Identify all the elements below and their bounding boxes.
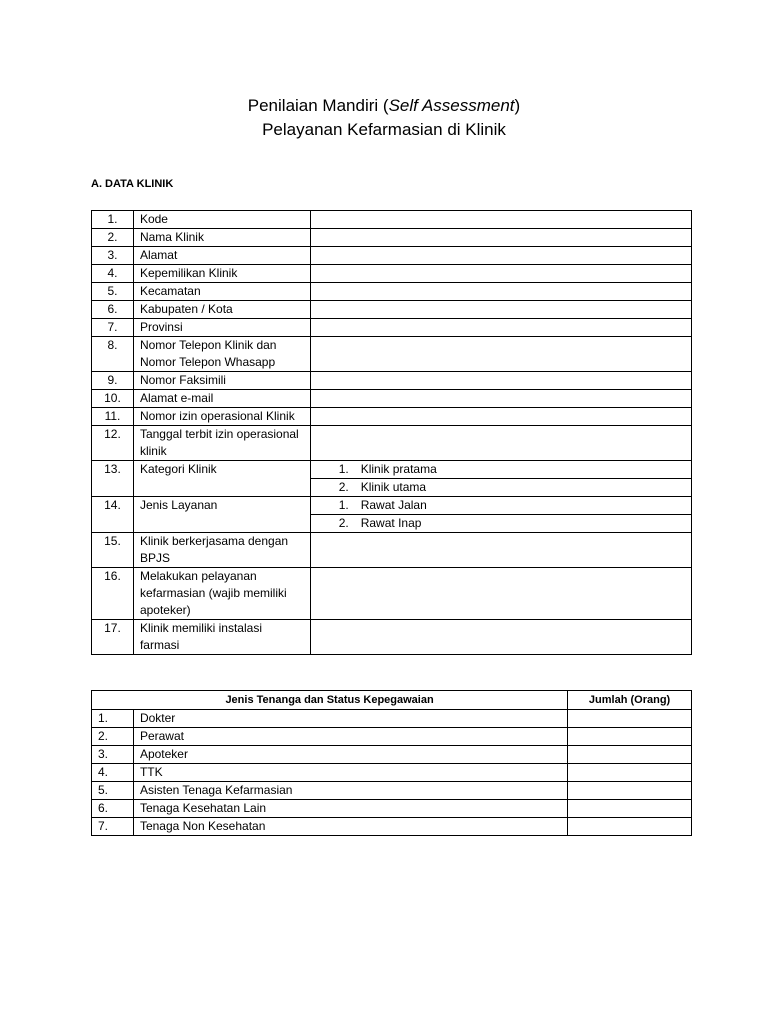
row-label: Apoteker <box>133 746 567 764</box>
table-row <box>92 568 692 620</box>
row-label: Kabupaten / Kota <box>133 301 310 319</box>
row-label: Kecamatan <box>133 283 310 301</box>
table-row <box>92 211 692 229</box>
value-cell[interactable] <box>310 408 691 426</box>
row-number: 8. <box>92 337 134 372</box>
count-cell[interactable] <box>568 728 692 746</box>
document-title <box>0 94 768 142</box>
row-number: 7. <box>92 319 134 337</box>
section-a-heading: A. DATA KLINIK <box>91 178 174 190</box>
clinic-data-table <box>91 210 692 655</box>
value-cell[interactable] <box>310 229 691 247</box>
option-cell[interactable] <box>310 497 691 515</box>
row-number: 6. <box>92 301 134 319</box>
value-cell[interactable] <box>310 337 691 372</box>
row-number: 1. <box>92 710 134 728</box>
header-staff-count: Jumlah (Orang) <box>568 691 692 710</box>
title-line-2: Pelayanan Kefarmasian di Klinik <box>262 120 506 139</box>
value-cell[interactable] <box>310 211 691 229</box>
title-line-1: Penilaian Mandiri (Self Assessment) <box>247 96 521 115</box>
option-cell[interactable] <box>310 479 691 497</box>
row-label: Perawat <box>133 728 567 746</box>
row-number: 3. <box>92 746 134 764</box>
row-label: Alamat e-mail <box>133 390 310 408</box>
table-row <box>92 800 692 818</box>
row-number: 7. <box>92 818 134 836</box>
row-number: 2. <box>92 229 134 247</box>
row-label: Klinik memiliki instalasi farmasi <box>133 620 310 655</box>
count-cell[interactable] <box>568 818 692 836</box>
row-label: TTK <box>133 764 567 782</box>
row-label: Tenaga Non Kesehatan <box>133 818 567 836</box>
row-label: Kategori Klinik <box>133 461 310 497</box>
option-text: Klinik pratama <box>360 462 437 476</box>
table-row <box>92 533 692 568</box>
value-cell[interactable] <box>310 265 691 283</box>
option-cell[interactable] <box>310 515 691 533</box>
table-row <box>92 818 692 836</box>
table-row <box>92 710 692 728</box>
row-number: 12. <box>92 426 134 461</box>
row-number: 5. <box>92 283 134 301</box>
row-label: Kepemilikan Klinik <box>133 265 310 283</box>
row-label: Tenaga Kesehatan Lain <box>133 800 567 818</box>
value-cell[interactable] <box>310 620 691 655</box>
count-cell[interactable] <box>568 710 692 728</box>
row-number: 11. <box>92 408 134 426</box>
row-label: Nama Klinik <box>133 229 310 247</box>
option-number: 1. <box>338 462 349 476</box>
count-cell[interactable] <box>568 764 692 782</box>
value-cell[interactable] <box>310 283 691 301</box>
count-cell[interactable] <box>568 800 692 818</box>
row-number: 17. <box>92 620 134 655</box>
table-row <box>92 782 692 800</box>
option-text: Klinik utama <box>360 480 427 494</box>
table-row <box>92 229 692 247</box>
table-row <box>92 764 692 782</box>
row-number: 14. <box>92 497 134 533</box>
table-row <box>92 620 692 655</box>
row-label: Nomor Faksimili <box>133 372 310 390</box>
table-row <box>92 461 692 479</box>
table-row <box>92 746 692 764</box>
option-cell[interactable] <box>310 461 691 479</box>
row-number: 15. <box>92 533 134 568</box>
staff-table <box>91 690 692 836</box>
value-cell[interactable] <box>310 372 691 390</box>
option-number: 2. <box>338 480 349 494</box>
table-row <box>92 265 692 283</box>
option-number: 1. <box>338 498 349 512</box>
value-cell[interactable] <box>310 390 691 408</box>
row-label: Provinsi <box>133 319 310 337</box>
option-text: Rawat Jalan <box>360 498 427 512</box>
row-number: 10. <box>92 390 134 408</box>
table-row <box>92 372 692 390</box>
row-label: Nomor izin operasional Klinik <box>133 408 310 426</box>
row-number: 4. <box>92 764 134 782</box>
header-staff-type: Jenis Tenanga dan Status Kepegawaian <box>92 691 568 710</box>
table-row <box>92 497 692 515</box>
table-row <box>92 337 692 372</box>
value-cell[interactable] <box>310 247 691 265</box>
option-number: 2. <box>338 516 349 530</box>
row-label: Jenis Layanan <box>133 497 310 533</box>
staff-table-header <box>92 691 692 710</box>
option-text: Rawat Inap <box>360 516 422 530</box>
row-number: 1. <box>92 211 134 229</box>
value-cell[interactable] <box>310 568 691 620</box>
row-label: Alamat <box>133 247 310 265</box>
row-number: 3. <box>92 247 134 265</box>
table-row <box>92 728 692 746</box>
table-row <box>92 247 692 265</box>
table-row <box>92 426 692 461</box>
row-label: Asisten Tenaga Kefarmasian <box>133 782 567 800</box>
row-number: 16. <box>92 568 134 620</box>
value-cell[interactable] <box>310 319 691 337</box>
row-number: 5. <box>92 782 134 800</box>
row-number: 13. <box>92 461 134 497</box>
table-row <box>92 390 692 408</box>
row-number: 4. <box>92 265 134 283</box>
row-label: Nomor Telepon Klinik dan Nomor Telepon Whasapp <box>133 337 310 372</box>
count-cell[interactable] <box>568 782 692 800</box>
row-label: Klinik berkerjasama dengan BPJS <box>133 533 310 568</box>
row-label: Melakukan pelayanan kefarmasian (wajib memiliki apoteker) <box>133 568 310 620</box>
value-cell[interactable] <box>310 426 691 461</box>
table-row <box>92 319 692 337</box>
row-number: 6. <box>92 800 134 818</box>
value-cell[interactable] <box>310 301 691 319</box>
row-label: Kode <box>133 211 310 229</box>
row-label: Tanggal terbit izin operasional klinik <box>133 426 310 461</box>
table-row <box>92 301 692 319</box>
value-cell[interactable] <box>310 533 691 568</box>
table-row <box>92 408 692 426</box>
row-number: 9. <box>92 372 134 390</box>
table-row <box>92 283 692 301</box>
row-label: Dokter <box>133 710 567 728</box>
count-cell[interactable] <box>568 746 692 764</box>
row-number: 2. <box>92 728 134 746</box>
